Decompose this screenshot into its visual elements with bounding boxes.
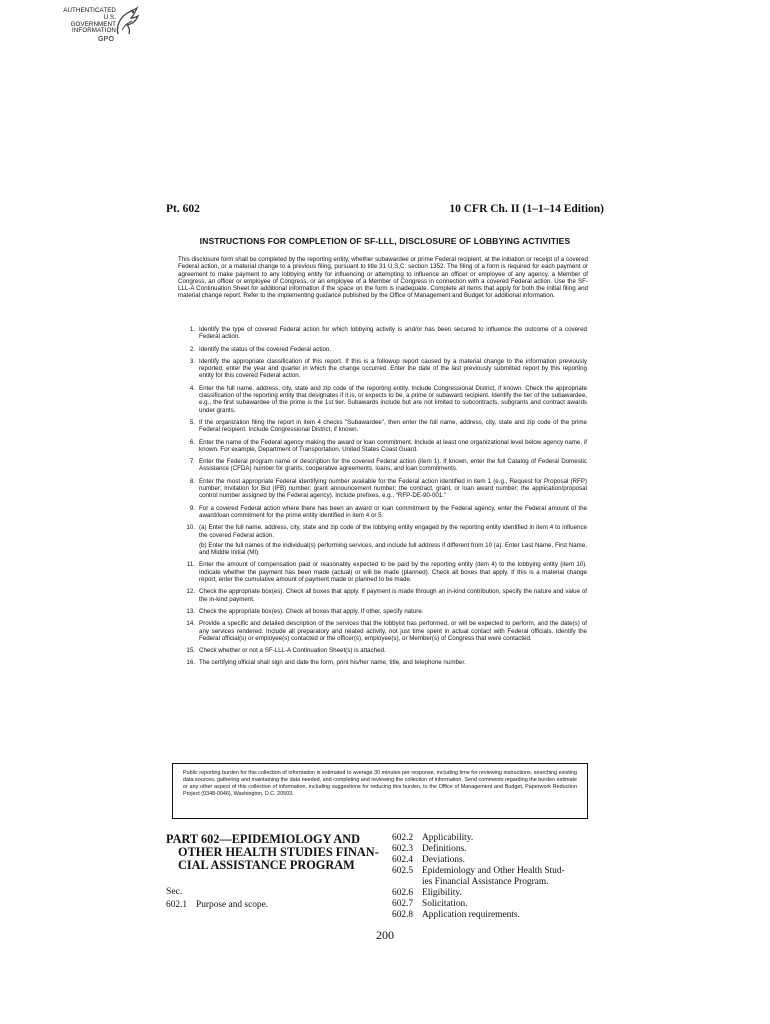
toc-entry-602-5[interactable] bbox=[392, 866, 612, 888]
item-number: 8. bbox=[189, 477, 195, 485]
instruction-item bbox=[183, 647, 587, 654]
item-text: Provide a specific and detailed description of the services that the lobbyist has performed, or will be expected to perform, and the date(s) of any services rendered. Include all preparatory and related activity, not just time spent in actual contact with Federal officials. Identify the Federal official(s) or employee(s) contacted or the officer(s), employee(s), or Member(s) of Congress that were contacted. bbox=[199, 620, 587, 642]
toc-section-number: 602.7 bbox=[392, 899, 414, 909]
toc-section-title: Deviations. bbox=[422, 855, 465, 865]
seal-line-2: U.S. GOVERNMENT bbox=[70, 13, 116, 28]
instruction-item bbox=[183, 659, 587, 666]
item-number: 2. bbox=[189, 345, 195, 353]
instructions-list bbox=[183, 326, 587, 672]
toc-entry-602-3[interactable] bbox=[392, 844, 612, 855]
seal-line-1: AUTHENTICATED bbox=[63, 7, 116, 14]
item-number: 15. bbox=[186, 647, 195, 655]
instruction-item bbox=[183, 326, 587, 341]
item-number: 14. bbox=[186, 620, 195, 628]
toc-section-title: Definitions. bbox=[422, 844, 467, 854]
toc-section-title: Applicability. bbox=[422, 833, 474, 843]
item-number: 6. bbox=[189, 438, 195, 446]
item-text: Check whether or not a SF-LLL-A Continuation Sheet(s) is attached. bbox=[199, 647, 386, 655]
toc-entry-602-2[interactable] bbox=[392, 833, 612, 844]
instruction-item bbox=[183, 505, 587, 520]
instruction-item bbox=[183, 524, 587, 556]
instruction-item bbox=[183, 358, 587, 380]
toc-entry-602-7[interactable] bbox=[392, 899, 612, 910]
seal-text bbox=[58, 8, 116, 44]
seal-line-3: INFORMATION bbox=[72, 27, 116, 35]
toc-section-number: 602.4 bbox=[392, 855, 414, 865]
gpo-authentication-seal bbox=[58, 6, 142, 46]
eagle-seal-icon bbox=[114, 6, 140, 38]
item-text: If the organization filing the report in item 4 checks "Subawardee", then enter the full name, address, city, state and zip code of the prime Federal recipient. Include Congressional District, if known. bbox=[199, 418, 587, 434]
instruction-item bbox=[183, 608, 587, 615]
item-number: 5. bbox=[189, 418, 195, 426]
toc-section-title: Eligibility. bbox=[422, 888, 462, 898]
item-text: (a) Enter the full name, address, city, state and zip code of the lobbying entity engaged by the reporting entity identified in item 4 to influence the covered Federal action. bbox=[199, 524, 587, 539]
instruction-item bbox=[183, 439, 587, 454]
item-number: 13. bbox=[186, 607, 195, 615]
toc-section-title: Solicitation. bbox=[422, 899, 468, 909]
toc-section-number: 602.6 bbox=[392, 888, 414, 898]
part-heading bbox=[166, 833, 380, 872]
item-number: 3. bbox=[189, 357, 195, 365]
part-heading-line-3: CIAL ASSISTANCE PROGRAM bbox=[178, 858, 355, 872]
instruction-item bbox=[183, 478, 587, 500]
part-heading-line-1: PART 602—EPIDEMIOLOGY AND bbox=[166, 832, 361, 846]
instruction-item bbox=[183, 346, 587, 353]
title-edition: 10 CFR Ch. II (1–1–14 Edition) bbox=[449, 203, 604, 215]
instructions-intro: This disclosure form shall be completed by the reporting entity, whether subawardee or prime Federal recipient, at the initiation or receipt of a covered Federal action, or a material change to a previous filing, pursuant to title 31 U.S.C. section 1352. The filing of a form is required for each payment or agreement to make payment to any lobbying entity for influencing or attempting to influence an officer or employee of any agency, a Member of Congress, an officer or employee of Congress, or an employee of a Member of Congress in connection with a covered Federal action. Use the SF-LLL-A Continuation Sheet for additional information if the space on the form is inadequate. Complete all items that apply for both the initial filing and material change report. Refer to the implementing guidance published by the Office of Management and Budget for additional information. bbox=[178, 256, 588, 300]
item-text: Enter the amount of compensation paid or reasonably expected to be paid by the reporting entity (item 4) to the lobbying entity (item 10). Indicate whether the payment has been made (actual) or will be made (planned). Check all boxes that apply. If this is a material change report, enter the cumulative amount of payment made or planned to be made. bbox=[199, 561, 587, 584]
part-label: Pt. 602 bbox=[166, 203, 200, 215]
toc-section-title: Epidemiology and Other Health Stud- bbox=[422, 866, 565, 876]
toc-section-title: Application requirements. bbox=[422, 910, 520, 920]
toc-section-number: 602.2 bbox=[392, 833, 414, 843]
seal-gpo: GPO bbox=[98, 36, 114, 44]
item-number: 7. bbox=[189, 458, 195, 466]
instruction-item bbox=[183, 419, 587, 434]
item-number: 10. bbox=[186, 524, 195, 532]
toc-entry-602-1[interactable] bbox=[166, 900, 380, 911]
running-head bbox=[166, 203, 604, 219]
toc-section-number: 602.3 bbox=[392, 844, 414, 854]
toc-entry-602-6[interactable] bbox=[392, 888, 612, 899]
instruction-item bbox=[183, 588, 587, 603]
toc-section-title-continued: ies Financial Assistance Program. bbox=[422, 877, 549, 887]
instruction-item bbox=[183, 561, 587, 583]
item-text: Identify the appropriate classification of this report. If this is a followup report caused by a material change to the information previously reported, enter the year and quarter in which the change occurred. Enter the date of the last previously submitted report by this reporting entity for this covered Federal action. bbox=[199, 357, 587, 380]
instruction-item bbox=[183, 620, 587, 642]
item-number: 1. bbox=[189, 326, 195, 333]
toc-section-number: 602.5 bbox=[392, 866, 414, 876]
item-subtext: (b) Enter the full names of the individual(s) performing services, and include full address if different from 10 (a). Enter Last Name, First Name, and Middle Initial (MI). bbox=[199, 541, 587, 557]
item-number: 16. bbox=[186, 659, 195, 667]
item-text: Check the appropriate box(es). Check all boxes that apply. If other, specify nature. bbox=[199, 607, 424, 615]
item-number: 9. bbox=[189, 504, 195, 512]
page-number: 200 bbox=[376, 928, 394, 942]
toc-section-number: 602.1 bbox=[166, 900, 188, 910]
toc-section-title: Purpose and scope. bbox=[196, 900, 269, 910]
item-text: For a covered Federal action where there has been an award or loan commitment by the Federal agency, enter the Federal amount of the award/loan commitment for the prime entity identified in item 4 or 5. bbox=[199, 504, 587, 519]
item-text: Check the appropriate box(es). Check all boxes that apply. If payment is made through an in-kind contribution, specify the nature and value of the in-kind payment. bbox=[199, 588, 587, 603]
instruction-item bbox=[183, 458, 587, 473]
item-text: Identify the status of the covered Federal action. bbox=[199, 345, 332, 353]
item-text: Enter the full name, address, city, state and zip code of the reporting entity. Include Congressional District, if known. Check the appropriate classification of the reporting entity that designates if it is, or expects to be, a prime or subaward recipient. Identify the tier of the subawardee, e.g., the first subawardee of the prime is the 1st tier. Subawards include but are not limited to subcontracts, subgrants and contract awards under grants. bbox=[199, 384, 587, 414]
toc-entry-602-4[interactable] bbox=[392, 855, 612, 866]
item-number: 12. bbox=[186, 588, 195, 596]
item-text: Enter the name of the Federal agency making the award or loan commitment. Include at least one organizational level below agency name, if known. For example, Department of Transportation, United States Coast Guard. bbox=[199, 438, 587, 453]
instructions-title: INSTRUCTIONS FOR COMPLETION OF SF-LLL, DISCLOSURE OF LOBBYING ACTIVITIES bbox=[199, 236, 571, 246]
item-number: 4. bbox=[189, 384, 195, 392]
sec-label: Sec. bbox=[166, 886, 183, 897]
instruction-item bbox=[183, 385, 587, 414]
toc-entry-602-8[interactable] bbox=[392, 910, 612, 921]
item-number: 11. bbox=[186, 561, 195, 569]
item-text: Enter the Federal program name or description for the covered Federal action (item 1). If known, enter the full Catalog of Federal Domestic Assistance (CFDA) number for grants, cooperative agreements, loans, and loan commitments. bbox=[199, 458, 587, 473]
burden-notice-box: Public reporting burden for this collection of information is estimated to average 30 minutes per response, including time for reviewing instructions, searching existing data sources, gathering and maintaining the data needed, and completing and reviewing the collection of information. Send comments regarding the burden estimate or any other aspect of this collection of information, including suggestions for reducing this burden, to the Office of Management and Budget, Paperwork Reduction Project (0348-0046), Washington, D.C. 20503. bbox=[172, 763, 588, 819]
item-text: Identify the type of covered Federal action for which lobbying activity is and/or has been secured to influence the outcome of a covered Federal action. bbox=[199, 326, 587, 341]
part-heading-line-2: OTHER HEALTH STUDIES FINAN- bbox=[178, 845, 379, 859]
item-text: Enter the most appropriate Federal identifying number available for the Federal action identified in item 1 (e.g., Request for Proposal (RFP) number; Invitation for Bid (IFB) number; grant announcement number; the contract, grant, or loan award number; the application/proposal control number assigned by the Federal agency). Include prefixes, e.g., "RFP-DE-90-001." bbox=[199, 477, 587, 500]
toc-section-number: 602.8 bbox=[392, 910, 414, 920]
item-text: The certifying official shall sign and date the form, print his/her name, title, and telephone number. bbox=[199, 659, 466, 667]
